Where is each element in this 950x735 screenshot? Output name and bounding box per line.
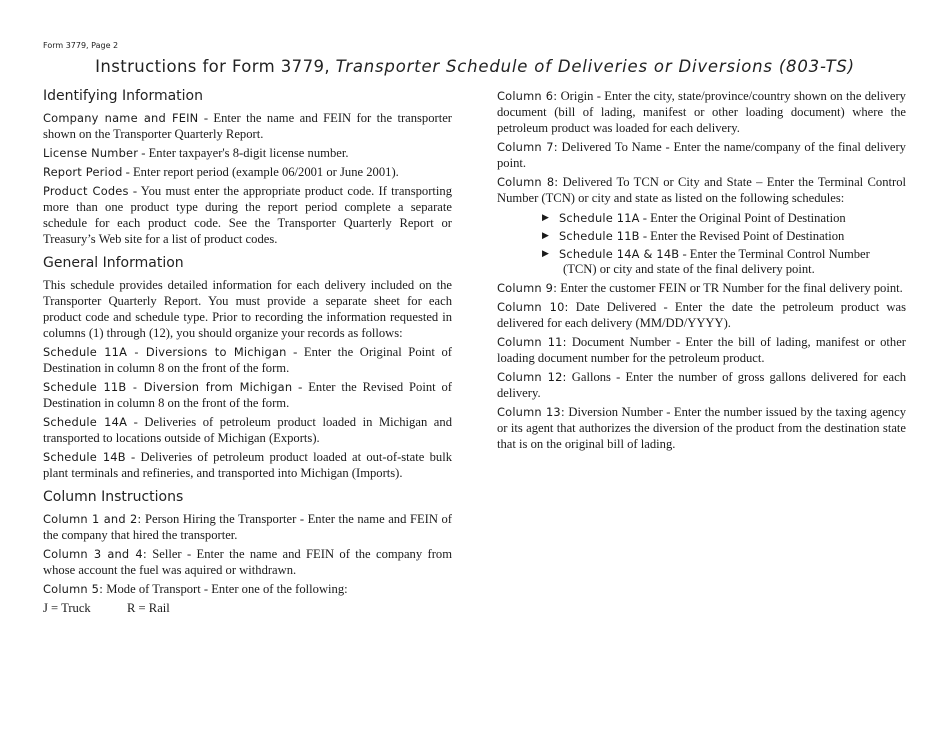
left-column: [43, 86, 452, 616]
schedule-list-item: ▶ Schedule 14A & 14B - Enter the Terminal Control Number (TCN) or city and state of the final delivery point.: [542, 247, 870, 276]
column-item: Column 9: Enter the customer FEIN or TR Number for the final delivery point.: [497, 281, 903, 295]
column-item: Column 6: Origin - Enter the city, state/province/country shown on the delivery document (bill of lading, manifest or other loading document) where the petroleum product was loaded for each delivery.: [497, 89, 906, 135]
mode-truck: J = Truck: [43, 601, 91, 615]
title-prefix: Instructions for Form 3779,: [95, 57, 336, 76]
general-item: Schedule 11A - Diversions to Michigan - Enter the Original Point of Destination in column 8 on the front of the form.: [43, 345, 452, 375]
general-item: Schedule 14A - Deliveries of petroleum product loaded in Michigan and transported to locations outside of Michigan (Exports).: [43, 415, 452, 445]
transport-modes: [43, 600, 452, 616]
column-instructions-heading: Column Instructions: [43, 489, 184, 505]
column-item: Column 5: Mode of Transport - Enter one of the following:: [43, 582, 348, 596]
schedule-list-item: ▶ Schedule 11B - Enter the Revised Point of Destination: [542, 229, 845, 243]
column-item: Column 3 and 4: Seller - Enter the name and FEIN of the company from whose account the fuel was aquired or withdrawn.: [43, 547, 452, 577]
title-italic: Transporter Schedule of Deliveries or Diversions (803-TS): [335, 57, 855, 76]
identifying-item: Company name and FEIN - Enter the name and FEIN for the transporter shown on the Transporter Quarterly Report.: [43, 111, 452, 141]
mode-rail: R = Rail: [127, 601, 170, 615]
schedule-list: [497, 209, 906, 277]
identifying-item: License Number - Enter taxpayer's 8-digit license number.: [43, 146, 349, 160]
column-item: Column 10: Date Delivered - Enter the date the petroleum product was delivered for each delivery (MM/DD/YYYY).: [497, 300, 906, 330]
general-item: Schedule 11B - Diversion from Michigan - Enter the Revised Point of Destination in column 8 on the front of the form.: [43, 380, 453, 410]
column-item: Column 13: Diversion Number - Enter the number issued by the taxing agency or its agent that authorizes the diversion of the product from the destination state that is on the original bill of lading.: [497, 405, 906, 451]
identifying-item: Report Period - Enter report period (example 06/2001 or June 2001).: [43, 165, 399, 179]
identifying-item: Product Codes - You must enter the appropriate product code. If transporting more than one product type during the report period complete a separate schedule for each product code. See the Transporter Quarterly Report or Treasury’s Web site for a list of product codes.: [43, 184, 452, 246]
column-item: Column 11: Document Number - Enter the bill of lading, manifest or other loading document number for the petroleum product.: [497, 335, 906, 365]
triangle-bullet-icon: ▶: [542, 231, 549, 241]
identifying-heading: Identifying Information: [43, 88, 203, 104]
column-item: Column 8: Delivered To TCN or City and State – Enter the Terminal Control Number (TCN) or city and state as listed on the following schedules:: [497, 175, 906, 205]
page-label: Form 3779, Page 2: [43, 41, 119, 50]
general-item: Schedule 14B - Deliveries of petroleum product loaded at out-of-state bulk plant terminals and refineries, and transported into Michigan (Imports).: [43, 450, 452, 480]
page-title: [0, 57, 950, 76]
column-item: Column 12: Gallons - Enter the number of gross gallons delivered for each delivery.: [497, 370, 906, 400]
triangle-bullet-icon: ▶: [542, 249, 549, 259]
general-intro: This schedule provides detailed information for each delivery included on the Transporter Quarterly Report. You must provide a separate sheet for each product code and schedule type. Prior to recording the information requested in columns (1) through (12), you should organize your records as follows:: [43, 278, 452, 340]
schedule-list-item: ▶ Schedule 11A - Enter the Original Point of Destination: [542, 211, 846, 225]
column-item: Column 1 and 2: Person Hiring the Transporter - Enter the name and FEIN of the company that hired the transporter.: [43, 512, 452, 542]
general-heading: General Information: [43, 255, 184, 271]
right-column: [497, 88, 906, 455]
triangle-bullet-icon: ▶: [542, 213, 549, 223]
column-item: Column 7: Delivered To Name - Enter the name/company of the final delivery point.: [497, 140, 906, 170]
